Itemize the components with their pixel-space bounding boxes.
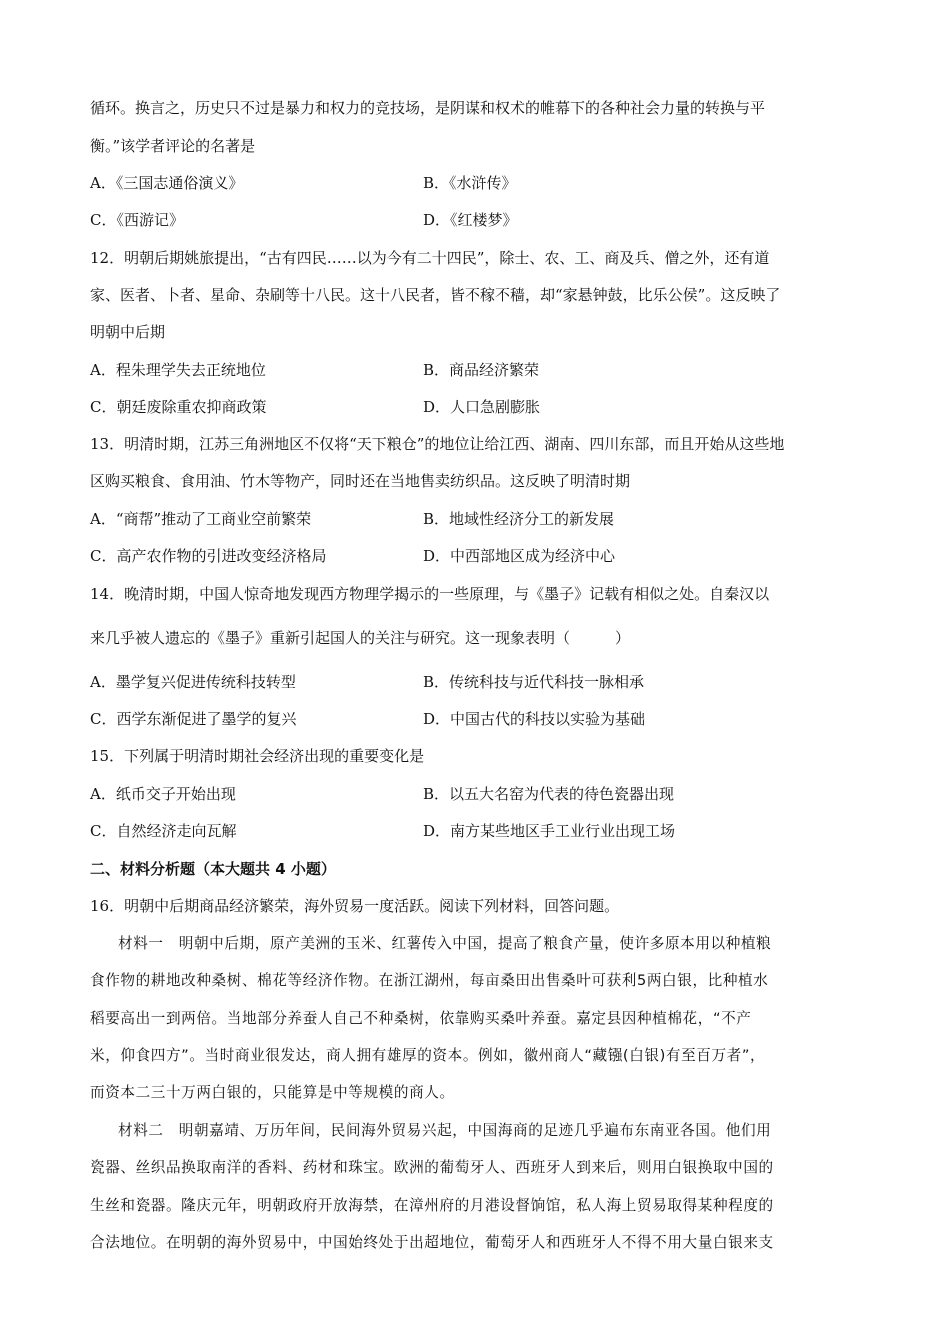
material-two-line: 生丝和瓷器。隆庆元年，明朝政府开放海禁，在漳州府的月港设督饷馆，私人海上贸易取得某种程度的	[90, 1197, 774, 1214]
q11-option-a: A．《三国志通俗演义》	[90, 174, 244, 192]
q15-option-b: B．以五大名窑为代表的待色瓷器出现	[423, 785, 675, 803]
q15-option-a: A．纸币交子开始出现	[90, 785, 236, 803]
q11-option-c: C．《西游记》	[90, 211, 184, 229]
section-heading: 二、材料分析题（本大题共 4 小题）	[90, 860, 336, 878]
q16-stem-line: 16．明朝中后期商品经济繁荣，海外贸易一度活跃。阅读下列材料，回答问题。	[90, 897, 620, 915]
q14-option-b: B．传统科技与近代科技一脉相承	[423, 673, 645, 691]
q14-option-a: A．墨学复兴促进传统科技转型	[90, 673, 296, 691]
q15-option-c: C．自然经济走向瓦解	[90, 822, 237, 840]
q13-stem-line: 区购买粮食、食用油、竹木等物产，同时还在当地售卖纺织品。这反映了明清时期	[90, 472, 631, 490]
q11-stem-line: 衡。”该学者评论的名著是	[90, 137, 256, 155]
material-one-line: 材料一 明朝中后期，原产美洲的玉米、红薯传入中国，提高了粮食产量，使许多原本用以种植粮	[118, 935, 772, 952]
q12-option-b: B．商品经济繁荣	[423, 361, 540, 379]
q13-option-b: B．地域性经济分工的新发展	[423, 510, 615, 528]
material-two-line: 材料二 明朝嘉靖、万历年间，民间海外贸易兴起，中国海商的足迹几乎遍布东南亚各国。他们用	[118, 1122, 772, 1139]
q14-stem-line: 14．晚清时期，中国人惊奇地发现西方物理学揭示的一些原理，与《墨子》记载有相似之处。自秦汉以	[90, 585, 770, 603]
q11-stem-line: 循环。换言之，历史只不过是暴力和权力的竞技场，是阴谋和权术的帷幕下的各种社会力量的转换与平	[90, 99, 766, 117]
material-one-line: 稻要高出一到两倍。当地部分养蚕人自己不种桑树，依靠购买桑叶养蚕。嘉定县因种植棉花，“不产	[90, 1010, 752, 1027]
material-two-line: 合法地位。在明朝的海外贸易中，中国始终处于出超地位，葡萄牙人和西班牙人不得不用大量白银来支	[90, 1234, 774, 1251]
q13-option-a: A．“商帮”推动了工商业空前繁荣	[90, 510, 312, 528]
q12-option-d: D．人口急剧膨胀	[423, 398, 541, 416]
q13-stem-line: 13．明清时期，江苏三角洲地区不仅将“天下粮仓”的地位让给江西、湖南、四川东部，而且开始从这些地	[90, 435, 785, 453]
q15-option-d: D．南方某些地区手工业行业出现工场	[423, 822, 676, 840]
material-one-line: 食作物的耕地改种桑树、棉花等经济作物。在浙江湖州，每亩桑田出售桑叶可获利5两白银，比种植水	[90, 972, 769, 989]
q12-stem-line: 明朝中后期	[90, 323, 166, 341]
q15-stem-line: 15．下列属于明清时期社会经济出现的重要变化是	[90, 747, 425, 765]
q14-option-d: D．中国古代的科技以实验为基础	[423, 710, 646, 728]
q12-option-a: A．程朱理学失去正统地位	[90, 361, 266, 379]
q14-option-c: C．西学东渐促进了墨学的复兴	[90, 710, 297, 728]
q11-option-b: B．《水浒传》	[423, 174, 517, 192]
q11-option-d: D．《红楼梦》	[423, 211, 518, 229]
q13-option-c: C．高产农作物的引进改变经济格局	[90, 547, 327, 565]
q12-option-c: C．朝廷废除重农抑商政策	[90, 398, 267, 416]
q14-stem-line: 来几乎被人遗忘的《墨子》重新引起国人的关注与研究。这一现象表明（ ）	[90, 629, 631, 647]
material-one-line: 而资本二三十万两白银的，只能算是中等规模的商人。	[90, 1084, 455, 1101]
material-one-line: 米，仰食四方”。当时商业很发达，商人拥有雄厚的资本。例如，徽州商人“藏镪(白银)有至百万者”，	[90, 1047, 766, 1064]
material-two-line: 瓷器、丝织品换取南洋的香料、药材和珠宝。欧洲的葡萄牙人、西班牙人到来后，则用白银换取中国的	[90, 1159, 774, 1176]
q12-stem-line: 12．明朝后期姚旅提出，“古有四民……以为今有二十四民”，除士、农、工、商及兵、僧之外，还有道	[90, 249, 770, 267]
q12-stem-line: 家、医者、卜者、星命、杂刷等十八民。这十八民者，皆不稼不穑，却“家悬钟鼓，比乐公侯”。这反映了	[90, 286, 781, 304]
q13-option-d: D．中西部地区成为经济中心	[423, 547, 616, 565]
